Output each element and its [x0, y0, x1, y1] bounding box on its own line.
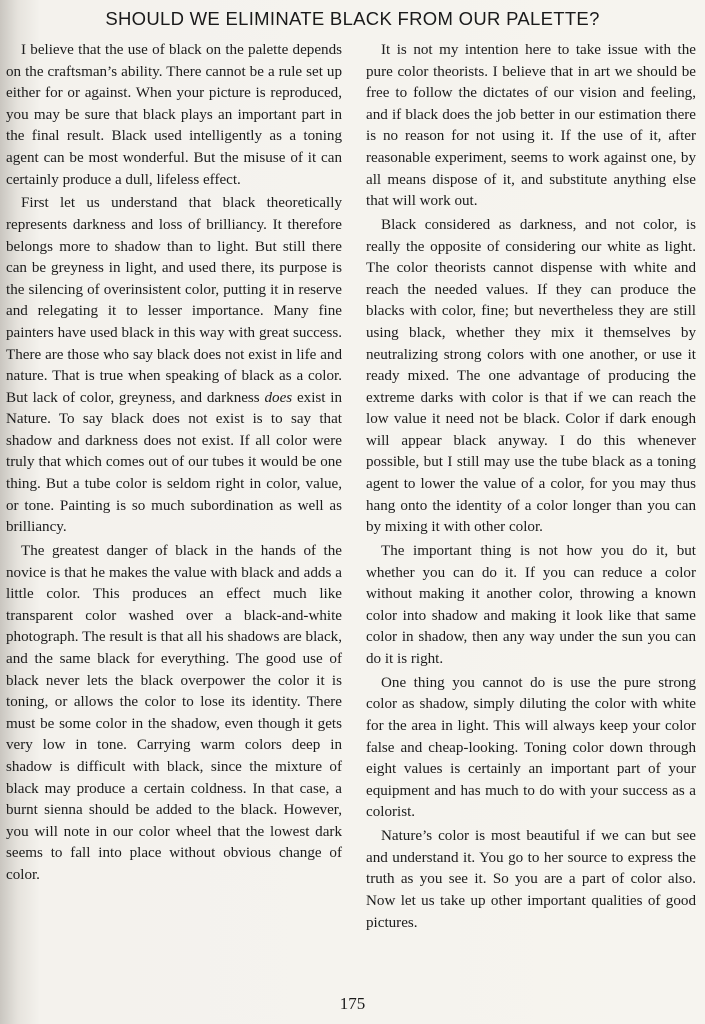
emphasis: does: [264, 389, 293, 406]
paragraph: The greatest danger of black in the hands of the novice is that he makes the value with black and adds a little color. This produces an effect much like transparent color washed over a black-and-white photograph. The result is that all his shadows are black, and the same black for everything. The good use of black never lets the black overpower the color it is toning, or allows the color to lose its identity. There must be some color in the shadow, even though it gets very low in tone. Carrying warm colors deep in shadow is difficult with black, since the mixture of black may produce a certain coldness. In that case, a burnt sienna should be added to the black. However, you will note in our color wheel that the lowest dark seems to fall into place without obvious change of color.: [6, 543, 342, 883]
paragraph: I believe that the use of black on the palette depends on the craftsman’s ability. There cannot be a rule set up either for or against. When your picture is reproduced, you may be sure that black plays an important part in the final result. Black used intelligently as a toning agent can be most wonderful. But the misuse of it can certainly produce a dull, lifeless effect.: [6, 42, 342, 188]
paragraph: It is not my intention here to take issue with the pure color theorists. I believe that in art we should be free to follow the dictates of our vision and feeling, and if black does the job better in our estimation there is no reason for not using it. If the use of it, after reasonable experiment, seems to work against one, by all means dispose of it, and substitute anything else that will work out.: [366, 42, 696, 210]
left-column: [6, 40, 342, 889]
paragraph: Black considered as darkness, and not color, is really the opposite of considering our white as light. The color theorists cannot dispense with white and reach the needed values. If they can produce the blacks with color, fine; but nevertheless they are still using black, whether they mix it themselves by neutralizing strong colors with one another, or use it ready mixed. The one advantage of producing the extreme darks with color is that if we can reach the low value it need not be black. Color if dark enough will appear black anyway. I do this whenever possible, but I still may use the tube black as a toning agent to lower the value of a color, for you may thus hang onto the identity of a color longer than you can by mixing it with other color.: [366, 216, 696, 536]
paragraph: The important thing is not how you do it, but whether you can do it. If you can reduce a color without making it another color, throwing a known color into shadow and making it look like that same color in shadow, then any way under the sun you can do it is right.: [366, 543, 696, 667]
right-column: [366, 40, 696, 936]
paragraph: Nature’s color is most beautiful if we can but see and understand it. You go to her source to express the truth as you see it. So you are a part of color also. Now let us take up other important qualities of good pictures.: [366, 828, 696, 931]
page-number: 175: [339, 994, 366, 1013]
page-title: SHOULD WE ELIMINATE BLACK FROM OUR PALETTE?: [105, 8, 600, 29]
paragraph: One thing you cannot do is use the pure strong color as shadow, simply diluting the color with white for the area in light. This will always keep your color false and cheap-looking. Toning color down through eight values is certainly an important part of your equipment and has much to do with your success as a colorist.: [366, 674, 696, 821]
paragraph: First let us understand that black theoretically represents darkness and loss of brilliancy. It therefore belongs more to shadow than to light. But still there can be greyness in light, and used there, its purpose is the silencing of overinsistent color, putting it in reserve and relegating it to lesser importance. Many fine painters have used black in this way with great success. There are those who say black does not exist in life and nature. That is true when speaking of black as a color. But lack of color, greyness, and darkness does exist in Nature. To say black does not exist is to say that shadow and darkness does not exist. If all color were truly that which comes out of our tubes it would be one thing. But a tube color is seldom right in color, value, or tone. Painting is so much subordination as well as brilliancy.: [6, 195, 342, 536]
